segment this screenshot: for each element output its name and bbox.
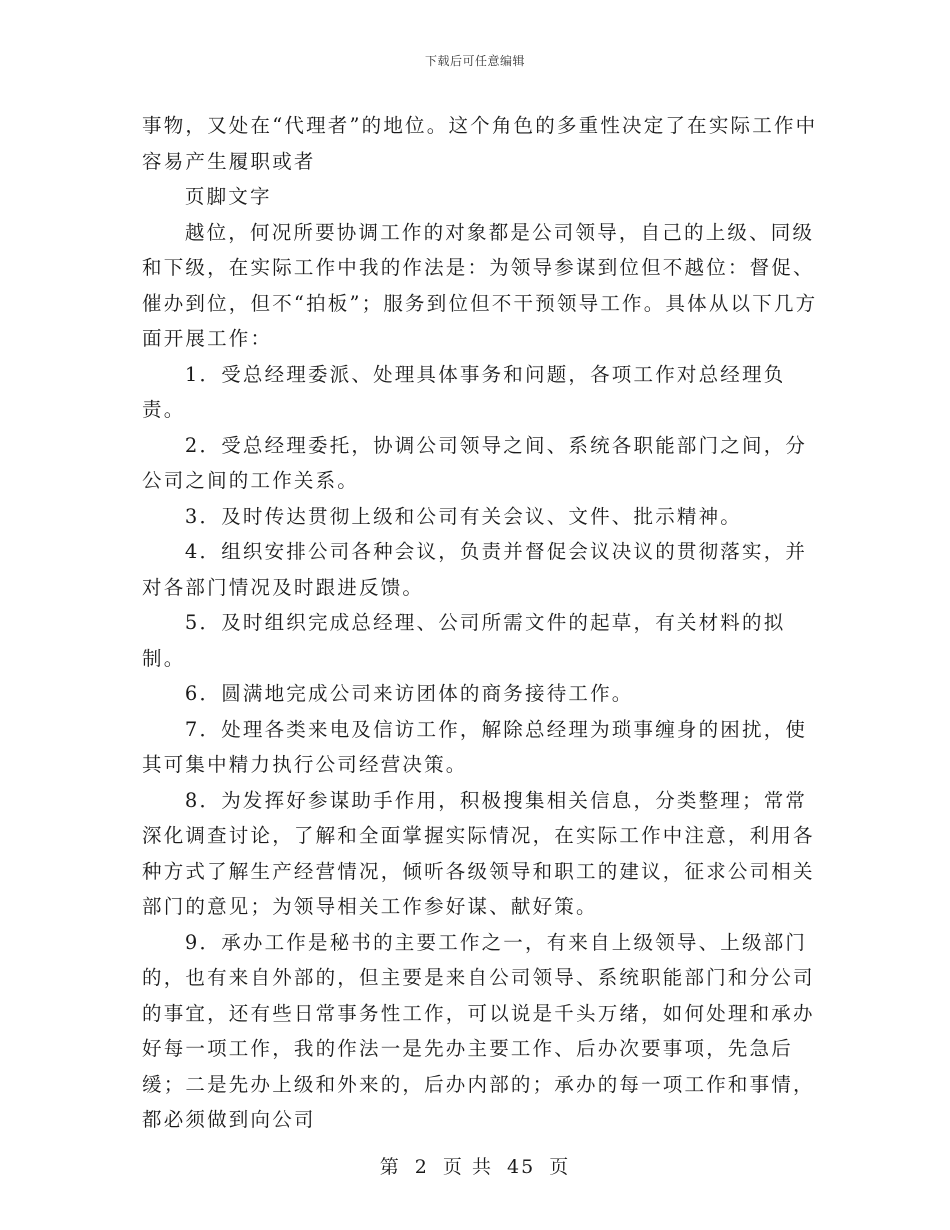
list-item: 8．为发挥好参谋助手作用，积极搜集相关信息，分类整理；常常深化调查讨论，了解和全面掌握实际情况，在实际工作中注意，利用各种方式了解生产经营情况，倾听各级领导和职工的建议，征求公司相关部门的意见；为领导相关工作参好谋、献好策。 [142, 788, 815, 918]
footer-prefix: 第 [379, 1156, 401, 1178]
current-page-number: 2 [414, 1156, 429, 1178]
paragraph: 事物，又处在“代理者”的地位。这个角色的多重性决定了在实际工作中容易产生履职或者 [142, 114, 818, 173]
footer-middle: 页 共 [442, 1156, 493, 1178]
paragraph: 页脚文字 [184, 185, 272, 208]
page-footer [0, 1152, 950, 1179]
footer-suffix: 页 [549, 1156, 571, 1178]
list-item: 9．承办工作是秘书的主要工作之一，有来自上级领导、上级部门的，也有来自外部的，但主要是来自公司领导、系统职能部门和分公司的事宜，还有些日常事务性工作，可以说是千头万绪，如何处理和承办好每一项工作，我的作法一是先办主要工作、后办次要事项，先急后缓；二是先办上级和外来的，后办内部的；承办的每一项工作和事情，都必须做到向公司 [142, 930, 815, 1131]
paragraph: 越位，何况所要协调工作的对象都是公司领导，自己的上级、同级和下级，在实际工作中我的作法是：为领导参谋到位但不越位：督促、催办到位，但不“拍板”；服务到位但不干预领导工作。具体从以下几方面开展工作： [142, 220, 818, 350]
list-item: 6．圆满地完成公司来访团体的商务接待工作。 [184, 682, 634, 705]
list-item: 7．处理各类来电及信访工作，解除总经理为琐事缠身的困扰，使其可集中精力执行公司经营决策。 [142, 717, 808, 776]
list-item: 2．受总经理委托，协调公司领导之间、系统各职能部门之间，分公司之间的工作关系。 [142, 433, 808, 492]
page-header: 下载后可任意编辑 [424, 54, 525, 68]
document-body [142, 108, 822, 1138]
list-item: 3．及时传达贯彻上级和公司有关会议、文件、批示精神。 [184, 504, 742, 528]
list-item: 5．及时组织完成总经理、公司所需文件的起草，有关材料的拟制。 [142, 611, 786, 670]
list-item: 1．受总经理委派、处理具体事务和问题，各项工作对总经理负责。 [142, 362, 786, 421]
list-item: 4．组织安排公司各种会议，负责并督促会议决议的贯彻落实，并对各部门情况及时跟进反馈。 [142, 540, 808, 599]
total-pages-number: 45 [507, 1156, 536, 1178]
